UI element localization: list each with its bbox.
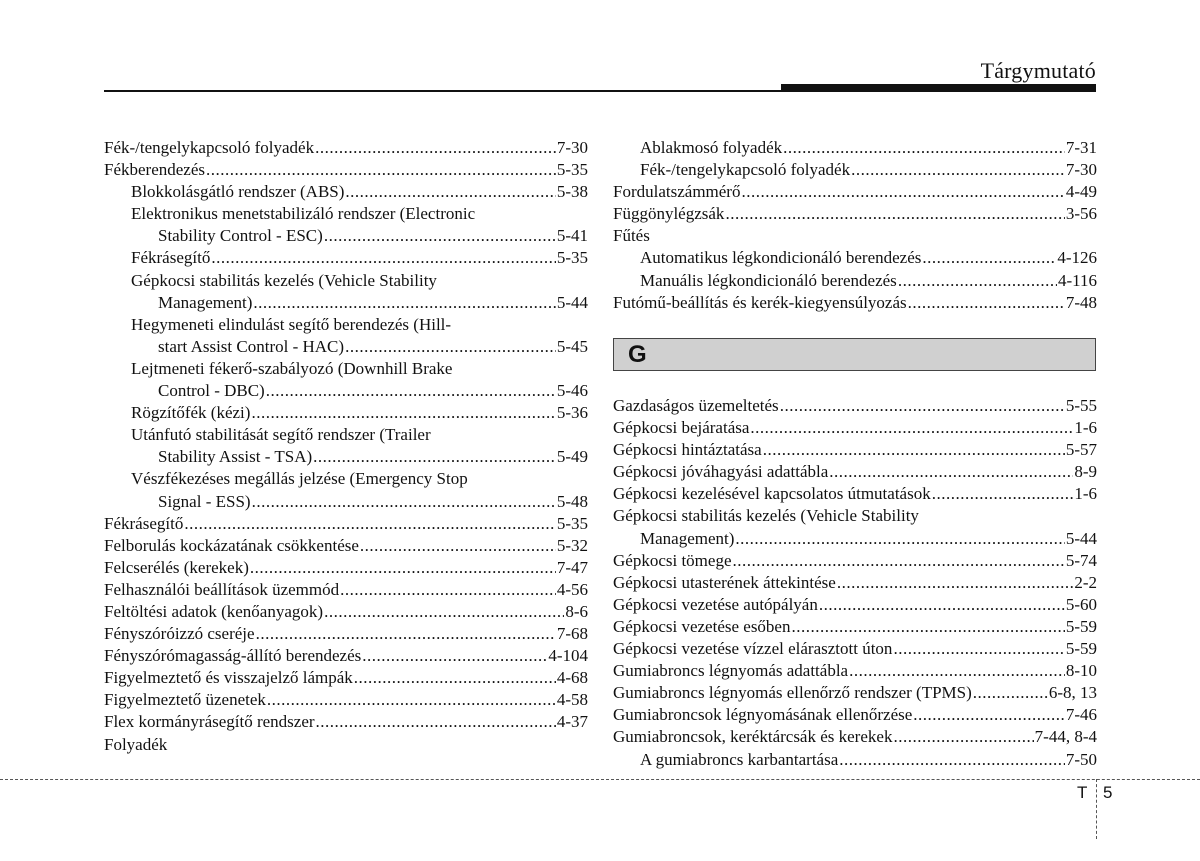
index-entry-label: Fék-/tengelykapcsoló folyadék xyxy=(104,138,315,157)
index-entry xyxy=(104,579,588,601)
index-entry-page: 4-68 xyxy=(556,668,588,688)
index-entry-page: 5-46 xyxy=(556,381,588,401)
index-entry-label: Gumiabroncs légnyomás ellenőrző rendszer (TPMS) xyxy=(613,683,972,703)
index-entry xyxy=(613,247,1097,269)
index-entry xyxy=(104,734,588,756)
index-entry xyxy=(104,711,588,733)
dot-leader xyxy=(750,417,1073,439)
index-entry-page: 7-31 xyxy=(1065,138,1097,157)
index-entry-label: Gépkocsi hintáztatása xyxy=(613,440,762,460)
index-entry xyxy=(613,461,1097,483)
index-entry xyxy=(104,446,588,468)
dot-leader xyxy=(780,395,1065,417)
index-entry-page: 4-126 xyxy=(1057,248,1097,268)
index-entry-page: 5-44 xyxy=(556,292,588,312)
index-entry-page: 5-35 xyxy=(556,513,588,533)
index-entry xyxy=(104,159,588,181)
index-entry xyxy=(104,137,588,159)
index-entry-label: Gépkocsi vezetése esőben xyxy=(613,616,791,636)
index-entry xyxy=(613,439,1097,461)
index-entry-page: 5-35 xyxy=(556,160,588,180)
index-entry-label: Gépkocsi vezetése autópályán xyxy=(613,594,818,614)
dot-leader xyxy=(783,137,1065,159)
index-entry-label: Felhasználói beállítások üzemmód xyxy=(104,579,340,599)
index-entry xyxy=(613,505,1097,527)
index-entry-label: Folyadék xyxy=(104,734,168,754)
index-entry-label: Management) xyxy=(640,528,735,548)
index-entry-label: Futómű-beállítás és kerék-kiegyensúlyozás xyxy=(613,292,907,312)
index-entry-label: Flex kormányrásegítő rendszer xyxy=(104,712,315,732)
index-entry xyxy=(104,424,588,446)
dot-leader xyxy=(324,601,564,623)
index-entry-label: Fék-/tengelykapcsoló folyadék xyxy=(640,160,851,180)
dot-leader xyxy=(913,704,1065,726)
index-entry-label: Figyelmeztető és visszajelző lámpák xyxy=(104,668,353,688)
index-entry-page: 5-57 xyxy=(1065,440,1097,460)
index-entry xyxy=(104,314,588,336)
dot-leader xyxy=(819,594,1065,616)
index-entry-label: Control - DBC) xyxy=(158,381,265,401)
index-entry-page: 4-56 xyxy=(556,579,588,599)
index-entry xyxy=(613,417,1097,439)
index-entry-page: 5-35 xyxy=(556,248,588,268)
page-header-title: Tárgymutató xyxy=(980,58,1096,83)
dot-leader xyxy=(791,616,1064,638)
index-entry-page: 5-45 xyxy=(556,336,588,356)
dot-leader xyxy=(324,225,556,247)
index-entry-page: 5-48 xyxy=(556,491,588,511)
index-entry-page: 7-48 xyxy=(1065,292,1097,312)
index-entry-label: Automatikus légkondicionáló berendezés xyxy=(640,248,922,268)
footer-dashed-divider xyxy=(1096,779,1097,839)
index-entry-page: 5-36 xyxy=(556,403,588,423)
index-entry-label: Signal - ESS) xyxy=(158,491,251,511)
index-entry xyxy=(613,395,1097,417)
index-entry xyxy=(613,616,1097,638)
index-entry xyxy=(613,682,1097,704)
dot-leader xyxy=(345,181,555,203)
index-entry xyxy=(104,336,588,358)
index-entry-page: 5-44 xyxy=(1065,528,1097,548)
index-entry-label: Figyelmeztető üzenetek xyxy=(104,690,266,710)
dot-leader xyxy=(849,660,1065,682)
index-entry-label: Gépkocsi stabilitás kezelés (Vehicle Stability xyxy=(613,506,919,526)
index-entry-label: Gumiabroncs légnyomás adattábla xyxy=(613,661,849,681)
index-entry xyxy=(104,689,588,711)
index-entry-label: A gumiabroncs karbantartása xyxy=(640,749,839,769)
index-entry-page: 5-32 xyxy=(556,535,588,555)
index-entry-label: Management) xyxy=(158,292,253,312)
index-entry-label: start Assist Control - HAC) xyxy=(158,336,345,356)
index-entry xyxy=(104,623,588,645)
index-entry-label: Fékrásegítő xyxy=(131,248,211,268)
index-entry-page: 7-47 xyxy=(556,557,588,577)
dot-leader xyxy=(733,550,1065,572)
dot-leader xyxy=(253,292,555,314)
index-entry-label: Rögzítőfék (kézi) xyxy=(131,403,251,423)
index-entry xyxy=(613,726,1097,748)
index-entry-label: Utánfutó stabilitását segítő rendszer (Trailer xyxy=(131,425,431,445)
dot-leader xyxy=(267,689,556,711)
index-entry-label: Stability Control - ESC) xyxy=(158,226,323,246)
index-entry-page: 2-2 xyxy=(1074,572,1097,592)
dot-leader xyxy=(837,572,1074,594)
index-entry-page: 5-60 xyxy=(1065,594,1097,614)
index-entry-page: 5-38 xyxy=(556,182,588,202)
index-entry-page: 5-74 xyxy=(1065,550,1097,570)
index-entry xyxy=(613,203,1097,225)
dot-leader xyxy=(741,181,1064,203)
dot-leader xyxy=(252,491,556,513)
index-entry-page: 7-46 xyxy=(1065,705,1097,725)
index-entry-page: 7-44, 8-4 xyxy=(1034,727,1097,747)
dot-leader xyxy=(851,159,1065,181)
dot-leader xyxy=(973,682,1048,704)
index-entry-label: Gépkocsi tömege xyxy=(613,550,732,570)
dot-leader xyxy=(184,513,556,535)
index-entry xyxy=(613,159,1097,181)
index-entry-page: 4-37 xyxy=(556,712,588,732)
index-entry-page: 7-50 xyxy=(1065,749,1097,769)
dot-leader xyxy=(922,247,1056,269)
footer-section-letter: T xyxy=(1077,783,1088,802)
dot-leader xyxy=(211,247,556,269)
index-entry-label: Stability Assist - TSA) xyxy=(158,447,313,467)
section-header-g xyxy=(613,338,1096,371)
dot-leader xyxy=(362,645,547,667)
index-entry xyxy=(104,203,588,225)
index-entry-page: 4-49 xyxy=(1065,182,1097,202)
index-entry-page: 8-9 xyxy=(1074,462,1097,482)
dot-leader xyxy=(256,623,556,645)
index-entry-label: Gumiabroncsok, keréktárcsák és kerekek xyxy=(613,727,893,747)
index-entry-page: 5-59 xyxy=(1065,639,1097,659)
index-entry-label: Gépkocsi utasterének áttekintése xyxy=(613,572,836,592)
index-entry xyxy=(104,402,588,424)
index-entry-page: 8-10 xyxy=(1065,661,1097,681)
index-entry-label: Elektronikus menetstabilizáló rendszer (Electronic xyxy=(131,204,476,224)
index-entry xyxy=(104,601,588,623)
index-entry-label: Gépkocsi stabilitás kezelés (Vehicle Stability xyxy=(131,270,437,290)
index-entry-label: Gazdaságos üzemeltetés xyxy=(613,396,779,415)
dot-leader xyxy=(354,667,556,689)
index-entry xyxy=(104,667,588,689)
dot-leader xyxy=(250,557,556,579)
dot-leader xyxy=(932,483,1074,505)
index-entry xyxy=(613,528,1097,550)
index-entry xyxy=(613,749,1097,771)
index-entry xyxy=(104,513,588,535)
index-entry-label: Fényszóróizzó cseréje xyxy=(104,624,255,644)
index-column-right-bottom xyxy=(613,395,1097,771)
index-entry-page: 4-104 xyxy=(548,646,588,666)
header-rule-accent xyxy=(781,84,1096,92)
index-entry xyxy=(613,270,1097,292)
index-entry xyxy=(613,704,1097,726)
index-entry-label: Gépkocsi vezetése vízzel elárasztott úton xyxy=(613,639,893,659)
index-entry-label: Manuális légkondicionáló berendezés xyxy=(640,270,897,290)
index-entry-page: 8-6 xyxy=(565,601,588,621)
index-entry-page: 7-68 xyxy=(556,624,588,644)
index-entry-page: 3-56 xyxy=(1065,204,1097,224)
index-entry-label: Felborulás kockázatának csökkentése xyxy=(104,535,359,555)
index-entry-label: Fékrásegítő xyxy=(104,513,184,533)
index-entry-page: 5-41 xyxy=(556,226,588,246)
dot-leader xyxy=(908,292,1065,314)
index-entry xyxy=(613,181,1097,203)
index-entry-page: 4-58 xyxy=(556,690,588,710)
index-entry-label: Hegymeneti elindulást segítő berendezés (Hill- xyxy=(131,314,452,334)
index-entry xyxy=(104,535,588,557)
index-column-left xyxy=(104,137,588,756)
dot-leader xyxy=(893,638,1064,660)
dot-leader xyxy=(313,446,556,468)
index-entry-label: Ablakmosó folyadék xyxy=(640,138,783,157)
index-entry xyxy=(104,491,588,513)
dot-leader xyxy=(360,535,556,557)
index-entry-page: 1-6 xyxy=(1074,484,1097,504)
index-entry-page: 7-30 xyxy=(556,138,588,157)
index-entry-page: 5-59 xyxy=(1065,616,1097,636)
dot-leader xyxy=(763,439,1065,461)
index-entry-page: 5-49 xyxy=(556,447,588,467)
index-entry-label: Gépkocsi bejáratása xyxy=(613,418,750,438)
index-entry-label: Gépkocsi kezelésével kapcsolatos útmutatások xyxy=(613,484,931,504)
index-entry-label: Blokkolásgátló rendszer (ABS) xyxy=(131,182,345,202)
index-entry xyxy=(613,660,1097,682)
index-entry-label: Függönylégzsák xyxy=(613,204,725,224)
index-entry xyxy=(613,594,1097,616)
index-entry-label: Vészfékezéses megállás jelzése (Emergency Stop xyxy=(131,469,468,489)
footer-dashed-rule xyxy=(0,779,1200,780)
dot-leader xyxy=(839,749,1065,771)
index-entry-page: 6-8, 13 xyxy=(1048,683,1097,703)
index-entry xyxy=(104,225,588,247)
dot-leader xyxy=(893,726,1033,748)
index-entry-label: Feltöltési adatok (kenőanyagok) xyxy=(104,601,324,621)
index-entry xyxy=(104,292,588,314)
index-entry xyxy=(104,181,588,203)
index-entry xyxy=(613,550,1097,572)
index-column-right-top xyxy=(613,137,1097,314)
index-entry-label: Lejtmeneti fékerő-szabályozó (Downhill Brake xyxy=(131,358,453,378)
index-entry xyxy=(613,638,1097,660)
index-entry xyxy=(104,557,588,579)
index-entry-label: Fűtés xyxy=(613,226,650,246)
dot-leader xyxy=(206,159,556,181)
index-entry-page: 7-30 xyxy=(1065,160,1097,180)
index-entry xyxy=(613,225,1097,247)
index-entry-label: Gumiabroncsok légnyomásának ellenőrzése xyxy=(613,705,913,725)
index-entry xyxy=(613,137,1097,159)
dot-leader xyxy=(266,380,556,402)
index-entry-page: 1-6 xyxy=(1074,418,1097,438)
dot-leader xyxy=(340,579,556,601)
dot-leader xyxy=(898,270,1057,292)
footer-page-number: 5 xyxy=(1103,783,1113,802)
index-entry xyxy=(104,247,588,269)
index-entry-label: Fényszórómagasság-állító berendezés xyxy=(104,646,362,666)
index-entry xyxy=(613,292,1097,314)
index-entry xyxy=(613,572,1097,594)
dot-leader xyxy=(345,336,556,358)
index-entry xyxy=(104,380,588,402)
dot-leader xyxy=(735,528,1064,550)
index-entry-page: 5-55 xyxy=(1065,396,1097,415)
index-entry xyxy=(104,645,588,667)
dot-leader xyxy=(315,137,556,159)
index-entry-label: Gépkocsi jóváhagyási adattábla xyxy=(613,462,829,482)
dot-leader xyxy=(725,203,1064,225)
index-entry xyxy=(613,483,1097,505)
index-entry xyxy=(104,358,588,380)
dot-leader xyxy=(829,461,1073,483)
index-entry-label: Felcserélés (kerekek) xyxy=(104,557,249,577)
dot-leader xyxy=(251,402,555,424)
index-entry-label: Fékberendezés xyxy=(104,160,206,180)
section-letter: G xyxy=(628,341,647,368)
index-entry xyxy=(104,270,588,292)
index-entry xyxy=(104,468,588,490)
dot-leader xyxy=(316,711,556,733)
index-entry-label: Fordulatszámmérő xyxy=(613,182,741,202)
index-entry-page: 4-116 xyxy=(1057,270,1097,290)
